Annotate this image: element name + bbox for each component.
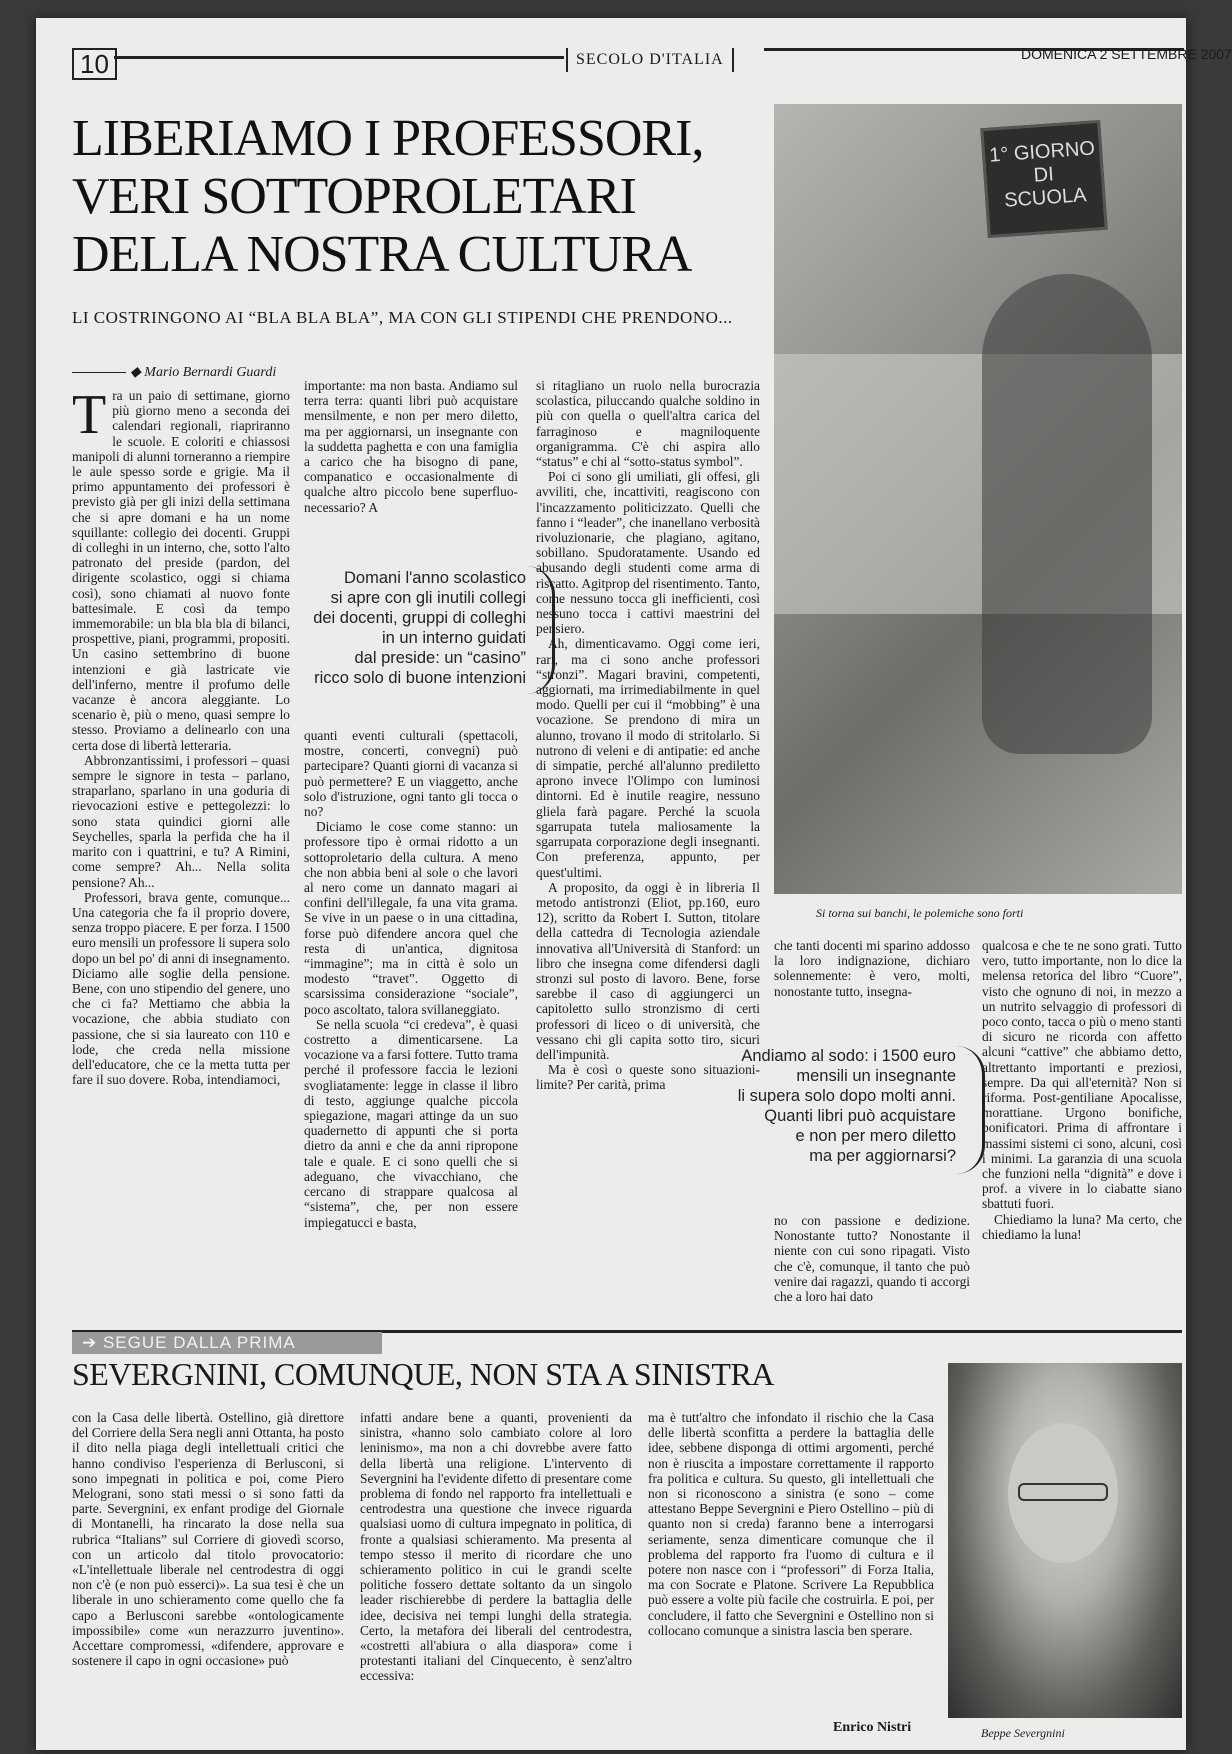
- headline-line: LIBERIAMO I PROFESSORI,: [72, 110, 704, 167]
- paragraph: quanti eventi culturali (spettacoli, mostre, concerti, convegni) può partecipare? Quanti giorni di vacanza si può permettere? E un viaggetto, anche solo d'istruzione, ogni tanto gli tocca o no?: [304, 728, 518, 820]
- banner-label: ➔ SEGUE DALLA PRIMA: [72, 1332, 382, 1354]
- pull-quote-line: Andiamo al sodo: i 1500 euro: [741, 1047, 956, 1065]
- paragraph: Se nella scuola “ci credeva”, è quasi costretto a dimenticarsene. La vocazione va a farsi fottere. Tutto trama perché il professore faccia le lezioni svogliatamente: legge in classe il libro di testo, aggiunge qualche piccola spiegazione, magari attinge da un suo quadernetto di appunti che si porta dietro da anni e che da anni ripropone tale e quale. E ci sono quelli che si adeguano, che vivacchiano, che cercano di strappare qualcosa al “sistema”, che, per non essere impiegatucci e basta,: [304, 1016, 518, 1230]
- paragraph: Diciamo le cose come stanno: un professore tipo è ormai ridotto a un sottoproletario della cultura. A meno che non abbia beni al sole o che lavori al nero come un dannato magari ai confini dell'illegale, fa una vita grama. Se vive in un paese o in una cittadina, forse può difendere ancora quel che resta di un'antica, dignitosa “immagine”; ma in città è solo un modesto “travet”. Oggetto di scarsissima considerazione “sociale”, poco ascoltato, talora svillaneggiato.: [304, 819, 518, 1017]
- article-column-3: [536, 378, 760, 1093]
- paragraph: Ah, dimenticavamo. Oggi come ieri, rari, ma ci sono anche professori “stronzi”. Magari bravini, competenti, aggiornati, ma irrimediabilmente in quel modo. Quelli per cui il “mobbing” è una vocazione. Se prendono di mira un alunno, trovano il modo di stritolarlo. Si nutrono di veleni e di antipatie: ed anche di simpatie, perché all'alunno prediletto aprono invece l'Olimpo con luminosi dintorni. Ed è inutile reagire, nessuno gliela farà pagare. Perché la scuola sgarrupata tutela maliosamente la sgarrupata corporazione degli insegnanti. Con preferenza, appunto, per quest'ultimi.: [536, 636, 760, 880]
- byline: ◆ Mario Bernardi Guardi: [72, 364, 276, 381]
- board-text: 1° GIORNO: [988, 137, 1096, 167]
- pull-quote-line: si apre con gli inutili collegi: [330, 589, 526, 607]
- board-text: SCUOLA: [1003, 184, 1088, 212]
- article-column-2-top: [304, 378, 518, 538]
- section-banner: [72, 1330, 1182, 1357]
- article-headline: [72, 110, 792, 284]
- masthead: SECOLO D'ITALIA: [566, 48, 734, 72]
- photo-student: [982, 274, 1152, 754]
- paragraph: si ritagliano un ruolo nella burocrazia scolastica, piluccando qualche soldino in più con quella o quell'altra carica del farraginoso e magniloquente organigramma. C'è chi aspira allo “status” e chi al “sotto-status symbol”.: [536, 378, 760, 470]
- pull-quote-line: Quanti libri può acquistare: [764, 1107, 956, 1125]
- pull-quote-line: ricco solo di buone intenzioni: [314, 669, 526, 687]
- newspaper-page: [36, 18, 1232, 1750]
- paragraph: che tanti docenti mi sparino addosso la loro indignazione, dichiaro solennemente: è vero, molti, nonostante tutto, insegna-: [774, 938, 970, 999]
- article-column-4-top: [774, 938, 970, 999]
- paragraph: Chiediamo la luna? Ma certo, che chiediamo la luna!: [982, 1211, 1182, 1242]
- severgnini-photo: [948, 1363, 1182, 1718]
- paragraph: Poi ci sono gli umiliati, gli offesi, gli avviliti, che, incattiviti, reagiscono con l'incazzamento politicizzato. Quelli che fanno i “leader”, che inanellano verbosità rivoluzionarie, che plagiano, agitano, sobillano. Spudoratamente. Usando ed abusando degli studenti come arma di riscatto. Agitprop del risentimento. Tanto, come nessuno tocca gli inefficienti, così nessuno tocca i cattivi maestrini del pensiero.: [536, 469, 760, 637]
- paragraph: con la Casa delle libertà. Ostellino, già direttore del Corriere della Sera negli anni Ottanta, ha posto il dito nella piaga degli intellettuali critici che hanno condiviso l'esperienza di Berlusconi, si sono impegnati in politica e poi, come Piero Melograni, sono stati messi o si sono fatti da parte. Severgnini, ex enfant prodige del Giornale di Montanelli, ha rincarato la dose nella sua rubrica “Italians” sul Corriere di giovedì scorso, con un articolo dal titolo provocatorio: «L'intellettuale liberale nel centrodestra di oggi non c'è (e non può esserci)». La sua tesi è che un liberale in uno schieramento come quello che fa capo a Berlusconi sarebbe «ontologicamente impossibile» come «un nerazzurro juventino». Accettare compromessi, «difendere, approvare e sostenere il capo in ogni occasione» può: [72, 1410, 344, 1669]
- paragraph: A proposito, da oggi è in libreria Il metodo antistronzi (Eliot, pp.160, euro 12), scritto da Robert I. Sutton, titolare della cattedra di Tecnologia aziendale innovativa all'Università di Stanford: un libro che insegna come difendersi dagli stronzi sul posto di lavoro. Bene, forse sarebbe il caso di aggiungerci un capitoletto sullo stronzismo di certi professori di liceo o di università, che vessano chi gli capita sotto tiro, sicuri dell'impunità.: [536, 879, 760, 1062]
- paragraph: ma è tutt'altro che infondato il rischio che la Casa delle libertà sconfitta a perdere la battaglia delle idee, sebbene disponga di ottimi argomenti, perché non è riuscita a impostare correttamente il rapporto fra politica e cultura. Su questo, gli intellettuali che non si riconoscono a sinistra (e sono – come attestano Beppe Severgnini e Piero Ostellino – più di quanto non si creda) faranno bene a interrogarsi seriamente, senza dimenticare comunque che il problema del rapporto fra l'uomo di cultura e il potere non nasce con i “professori” di Forza Italia, ma con Socrate e Platone. Scrivere La Repubblica può essere a volte più facile che costruirla. E poi, per concludere, il fatto che Severgnini e Ostellino non si collocano comunque a sinistra lascia ben sperare.: [648, 1410, 934, 1638]
- headline-line: VERI SOTTOPROLETARI: [72, 168, 636, 225]
- photo-caption: Si torna sui banchi, le polemiche sono forti: [816, 906, 1024, 920]
- pull-quote-1: [278, 568, 526, 688]
- header-rule-left: [114, 56, 564, 59]
- paragraph: ra un paio di settimane, giorno più giorno meno a seconda dei calendari regionali, riapriranno le scuole. E coloriti e chiassosi manipoli di alunni torneranno a riempire le aule spesso sorde e grigie. Ma il primo appuntamento dei professori è previsto già per gli inizi della settimana che si apre domani e ha un nome squillante: collegio dei docenti. Gruppi di colleghi in un interno, che, sotto l'alto patronato del preside (pardon, del dirigente scolastico, oggi si chiama così), sono chiamati al nuovo fonte battesimale. E così da tempo immemorabile: un bla bla bla di bilanci, prospettive, piani, programmi, propositi. Un casino settembrino di buone intenzioni e già lastricate vie dell'inferno, mentre il profumo delle vacanze è ancora aleggiante. Lo scenario è, più o meno, quasi sempre lo stesso. Proviamo a delinearlo con una certa dose di libertà letteraria.: [72, 388, 290, 753]
- severgnini-photo-caption: Beppe Severgnini: [981, 1726, 1065, 1740]
- byline-author: Mario Bernardi Guardi: [144, 365, 277, 380]
- photo-blackboard: [980, 120, 1107, 238]
- pull-quote-2: [716, 1046, 956, 1166]
- paragraph: qualcosa e che te ne sono grati. Tutto vero, tutto importante, non lo dice la melensa retorica del libro “Cuore”, visto che ognuno di noi, in mezzo a un nutrito selvaggio di professori di poco conto, tacca o più o meno stanti di sicuro ne ricorda con affetto alcuni “cattive” che abbiamo detto, altrettanto importanti e preziosi, sempre. Da qui all'eternità? Non si riforma. Post-gentiliane Apocalisse, morattiane. Urgono bonifiche, bonificatori. Prima di affrontare i massimi sistemi ci sono, alcuni, così i minimi. La garanzia di una scuola che funzioni nella “dignità” e dove i prof. a vivere in lo ciabatte siano sbattuti fuori.: [982, 938, 1182, 1212]
- article-kicker: LI COSTRINGONO AI “BLA BLA BLA”, MA CON GLI STIPENDI CHE PRENDONO...: [72, 308, 733, 327]
- issue-date: DOMENICA 2 SETTEMBRE 2007: [1021, 46, 1232, 62]
- paragraph: Professori, brava gente, comunque... Una categoria che fa il proprio dovere, senza troppo piacere. E per forza. I 1500 euro mensili un professore li supera solo dopo un bel po' di anni di insegnamento. Diciamo alle soglie della pensione. Bene, con uno stipendio del genere, uno che ci fa? Mettiamo che abbia la vocazione, che abbia studiato con passione, che si sia laureato con 110 e lode, che creda nella missione dell'educatore, che ce la metta tutta per fare il suo dovere. Roba, intendiamoci,: [72, 889, 290, 1088]
- paragraph: Ma è così o queste sono situazioni-limite? Per carità, prima: [536, 1062, 760, 1093]
- continued-column-2: [360, 1410, 632, 1684]
- article-column-2-bottom: [304, 728, 518, 1230]
- article-column-5: [982, 938, 1182, 1242]
- paragraph: importante: ma non basta. Andiamo sul terra terra: quanti libri può acquistare mensilmente, e non per mero diletto, ma per aggiornarsi, un insegnante con la suddetta paghetta e con una famiglia a carico che ha bisogno di pane, companatico e occasionalmente di qualche altro piccolo bene superfluo-necessario? A: [304, 378, 518, 515]
- pull-quote-line: ma per aggiornarsi?: [809, 1147, 956, 1165]
- page-number: 10: [72, 48, 117, 80]
- pull-quote-line: in un interno guidati: [381, 629, 526, 647]
- board-text: DI: [1032, 163, 1055, 187]
- paragraph: infatti andare bene a quanti, provenienti da sinistra, «hanno solo cambiato colore al loro leninismo», ma non a chi dovrebbe avere fatto della libertà una religione. L'intervento di Severgnini ha l'evidente difetto di presentare come problema di fondo nel rapporto fra intellettuali e centrodestra una questione che invece riguarda qualsiasi uomo di cultura impegnato in politica, di fronte a qualsiasi schieramento. Ma presenta al tempo stesso il merito di ricordare che uno schieramento politico in cui le grandi scelte politiche fossero dettate soltanto da un singolo leader rischierebbe di perdere la battaglia delle idee, decisiva nei tempi lunghi della strategia. Certo, la metafora dei liberali del centrodestra, «costretti all'abiura o alla diaspora» come i protestanti italiani del Cinquecento, è senz'altro eccessiva:: [360, 1410, 632, 1684]
- continued-column-3: [648, 1410, 934, 1638]
- pull-quote-line: dei docenti, gruppi di colleghi: [313, 609, 526, 627]
- paragraph: Abbronzantissimi, i professori – quasi sempre le signore in testa – parlano, straparlano, sparlano in una goduria di rievocazioni estive e pettegolezzi: lo sono stata quindici giorni alle Seychelles, sparla la perfida che ha il marito con i quattrini, e tu? A Rimini, come sempre? Ah... Nella solita pensione? Ah...: [72, 752, 290, 890]
- pull-quote-line: dal preside: un “casino”: [354, 649, 526, 667]
- continued-author: Enrico Nistri: [833, 1720, 912, 1735]
- headline-line: DELLA NOSTRA CULTURA: [72, 226, 692, 283]
- paragraph: no con passione e dedizione. Nonostante tutto? Nonostante il niente con cui sono ripagati. Visto che c'è, comunque, il tanto che può venire dai ragazzi, quando ti accorgi che a loro hai dato: [774, 1213, 970, 1305]
- drop-cap: T: [72, 384, 107, 446]
- continued-column-1: [72, 1410, 344, 1668]
- continued-headline: SEVERGNINI, COMUNQUE, NON STA A SINISTRA: [72, 1356, 774, 1392]
- pull-quote-line: li supera solo dopo molti anni.: [737, 1087, 956, 1105]
- photo-glasses: [1018, 1483, 1108, 1501]
- classroom-photo: [774, 104, 1182, 894]
- pull-quote-line: Domani l'anno scolastico: [344, 569, 526, 587]
- pull-quote-line: e non per mero diletto: [795, 1127, 956, 1145]
- article-column-4-bottom: [774, 1213, 970, 1304]
- pull-quote-bracket: [956, 1046, 985, 1174]
- article-column-1-top: [72, 384, 290, 1088]
- pull-quote-line: mensili un insegnante: [796, 1067, 956, 1085]
